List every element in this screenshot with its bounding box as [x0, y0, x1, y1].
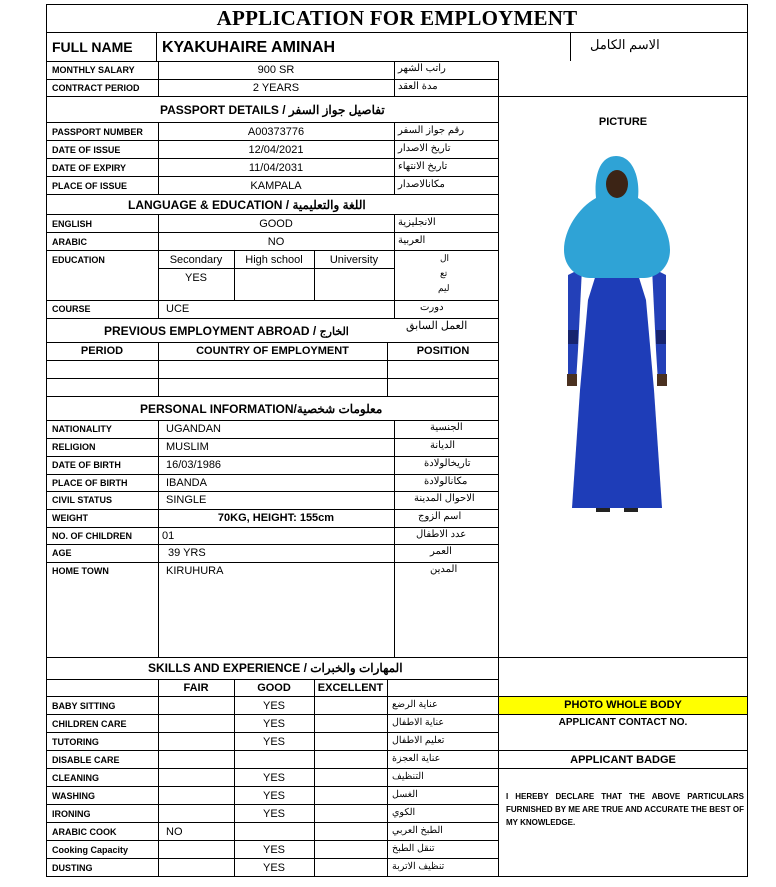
- education-secondary-value: YES: [184, 272, 207, 284]
- skill-arabic-label: الغسل: [392, 789, 418, 800]
- hometown-label: HOME TOWN: [52, 566, 109, 576]
- period-header: PERIOD: [80, 345, 124, 357]
- nationality-label: NATIONALITY: [52, 424, 112, 434]
- previous-employment-en: PREVIOUS EMPLOYMENT ABROAD /: [104, 324, 320, 338]
- age-label: AGE: [52, 548, 72, 558]
- education-arabic-1: ال: [440, 253, 450, 263]
- passport-section-ar: تفاصيل جواز السفر: [288, 103, 385, 117]
- skills-section-ar: المهارات والخبرات: [310, 661, 403, 675]
- photo-whole-body-label: PHOTO WHOLE BODY: [564, 699, 682, 711]
- skill-arabic-label: الطبخ العربي: [392, 825, 443, 836]
- age-arabic: العمر: [430, 546, 452, 557]
- issue-date-arabic: تاريخ الاصدار: [398, 143, 451, 154]
- dob-label: DATE OF BIRTH: [52, 460, 121, 470]
- skill-good-value: YES: [262, 718, 285, 730]
- hometown-arabic: المدين: [430, 564, 458, 575]
- dob-value: 16/03/1986: [166, 459, 222, 471]
- skill-good-value: YES: [262, 736, 285, 748]
- skills-section-en: SKILLS AND EXPERIENCE /: [148, 661, 311, 675]
- english-arabic: الانجليزية: [398, 217, 436, 228]
- education-secondary-header: Secondary: [169, 254, 223, 266]
- previous-employment-title: [104, 325, 349, 338]
- education-university-header: University: [329, 254, 379, 266]
- place-of-issue-arabic: مكانالاصدار: [398, 179, 445, 190]
- skill-arabic-label: تعليم الاطفال: [392, 735, 445, 746]
- civil-status-label: CIVIL STATUS: [52, 495, 113, 505]
- personal-section-title: [140, 403, 382, 415]
- skill-label: ARABIC COOK: [52, 827, 117, 837]
- skill-good-value: YES: [262, 790, 285, 802]
- education-arabic-3: ليم: [438, 283, 450, 293]
- pob-arabic: مكانالولادة: [424, 476, 468, 487]
- personal-section-en: PERSONAL INFORMATION/: [140, 402, 297, 416]
- passport-number-arabic: رقم جواز السفر: [398, 125, 465, 136]
- fair-header: FAIR: [183, 682, 209, 694]
- arabic-label: ARABIC: [52, 237, 87, 247]
- skill-arabic-label: عناية العجزة: [392, 753, 441, 764]
- nationality-arabic: الجنسية: [430, 422, 463, 433]
- weight-value: 70KG, HEIGHT: 155cm: [217, 512, 335, 524]
- good-header: GOOD: [257, 682, 291, 694]
- nationality-value: UGANDAN: [166, 423, 222, 435]
- english-label: ENGLISH: [52, 219, 93, 229]
- religion-value: MUSLIM: [166, 441, 209, 453]
- salary-value: 900 SR: [257, 64, 295, 76]
- expiry-date-arabic: تاريخ الانتهاء: [398, 161, 448, 172]
- children-value: 01: [162, 530, 175, 542]
- skill-arabic-label: تنقل الطبخ: [392, 843, 435, 854]
- applicant-contact-label: APPLICANT CONTACT NO.: [558, 717, 688, 728]
- skill-label: IRONING: [52, 809, 91, 819]
- skill-fair-value: NO: [166, 826, 183, 838]
- religion-label: RELIGION: [52, 442, 96, 452]
- education-label: EDUCATION: [52, 255, 105, 265]
- position-header: POSITION: [416, 345, 470, 357]
- picture-label: PICTURE: [598, 116, 648, 128]
- course-label: COURSE: [52, 304, 91, 314]
- language-section-ar: اللغة والتعليمية: [292, 198, 366, 212]
- expiry-date-label: DATE OF EXPIRY: [52, 163, 127, 173]
- civil-status-arabic: الاحوال المدينة: [414, 493, 475, 504]
- salary-arabic: راتب الشهر: [398, 63, 446, 74]
- skills-section-title: [148, 662, 403, 674]
- children-label: NO. OF CHILDREN: [52, 531, 132, 541]
- passport-section-en: PASSPORT DETAILS /: [160, 103, 289, 117]
- skill-label: DUSTING: [52, 863, 93, 873]
- passport-number-label: PASSPORT NUMBER: [52, 127, 143, 137]
- previous-employment-ar: الخارج: [319, 326, 349, 338]
- country-header: COUNTRY OF EMPLOYMENT: [196, 345, 349, 357]
- contract-value: 2 YEARS: [252, 82, 300, 94]
- language-section-en: LANGUAGE & EDUCATION /: [128, 198, 293, 212]
- passport-number-value: A00373776: [247, 126, 305, 138]
- page-title: APPLICATION FOR EMPLOYMENT: [216, 6, 578, 30]
- skill-label: Cooking Capacity: [52, 845, 129, 855]
- children-arabic: عدد الاطفال: [416, 529, 467, 540]
- language-section-title: [128, 199, 366, 211]
- skill-good-value: YES: [262, 772, 285, 784]
- skill-arabic-label: الكوي: [392, 807, 416, 818]
- applicant-badge-label: APPLICANT BADGE: [570, 754, 676, 766]
- pob-label: PLACE OF BIRTH: [52, 478, 128, 488]
- skill-arabic-label: عناية الرضع: [392, 699, 438, 710]
- hometown-value: KIRUHURA: [166, 565, 224, 577]
- age-value: 39 YRS: [168, 547, 206, 559]
- skill-label: WASHING: [52, 791, 96, 801]
- passport-section-title: [160, 104, 385, 116]
- previous-employment-ar2: العمل السابق: [406, 320, 468, 332]
- full-name-value: KYAKUHAIRE AMINAH: [162, 39, 336, 56]
- english-value: GOOD: [259, 218, 293, 230]
- weight-label: WEIGHT: [52, 513, 88, 523]
- expiry-date-value: 11/04/2031: [248, 162, 304, 174]
- issue-date-label: DATE OF ISSUE: [52, 145, 121, 155]
- full-name-arabic: الاسم الكامل: [590, 37, 660, 52]
- declaration-text: I HEREBY DECLARE THAT THE ABOVE PARTICULARS FURNISHED BY ME ARE TRUE AND ACCURATE THE BEST OF MY KNOWLEDGE.: [506, 792, 744, 827]
- skill-label: CHILDREN CARE: [52, 719, 127, 729]
- skill-arabic-label: التنظيف: [392, 771, 424, 782]
- excellent-header: EXCELLENT: [317, 682, 384, 694]
- skill-good-value: YES: [262, 862, 285, 874]
- personal-section-ar: معلومات شخصية: [296, 402, 383, 416]
- pob-value: IBANDA: [166, 477, 207, 489]
- skill-label: TUTORING: [52, 737, 99, 747]
- course-arabic: دورت: [420, 302, 444, 313]
- salary-label: MONTHLY SALARY: [52, 65, 135, 75]
- course-value: UCE: [166, 303, 190, 315]
- weight-arabic: اسم الزوج: [418, 511, 462, 522]
- skill-arabic-label: عناية الاطفال: [392, 717, 445, 728]
- skill-label: BABY SITTING: [52, 701, 116, 711]
- arabic-value: NO: [267, 236, 285, 248]
- place-of-issue-value: KAMPALA: [250, 180, 302, 192]
- skill-good-value: YES: [262, 844, 285, 856]
- skill-label: CLEANING: [52, 773, 99, 783]
- civil-status-value: SINGLE: [166, 494, 207, 506]
- education-highschool-header: High school: [245, 254, 303, 266]
- contract-arabic: مدة العقد: [398, 81, 438, 92]
- skill-arabic-label: تنظيف الاتربة: [392, 861, 445, 872]
- dob-arabic: تاريخالولادة: [424, 458, 471, 469]
- skill-good-value: YES: [262, 700, 285, 712]
- applicant-photo: [558, 150, 676, 522]
- full-name-label: FULL NAME: [52, 39, 133, 55]
- issue-date-value: 12/04/2021: [248, 144, 304, 156]
- religion-arabic: الديانة: [430, 440, 456, 451]
- contract-label: CONTRACT PERIOD: [52, 83, 140, 93]
- place-of-issue-label: PLACE OF ISSUE: [52, 181, 128, 191]
- arabic-arabic: العربية: [398, 235, 426, 246]
- education-arabic-2: تع: [440, 268, 448, 278]
- skill-label: DISABLE CARE: [52, 755, 120, 765]
- skill-good-value: YES: [262, 808, 285, 820]
